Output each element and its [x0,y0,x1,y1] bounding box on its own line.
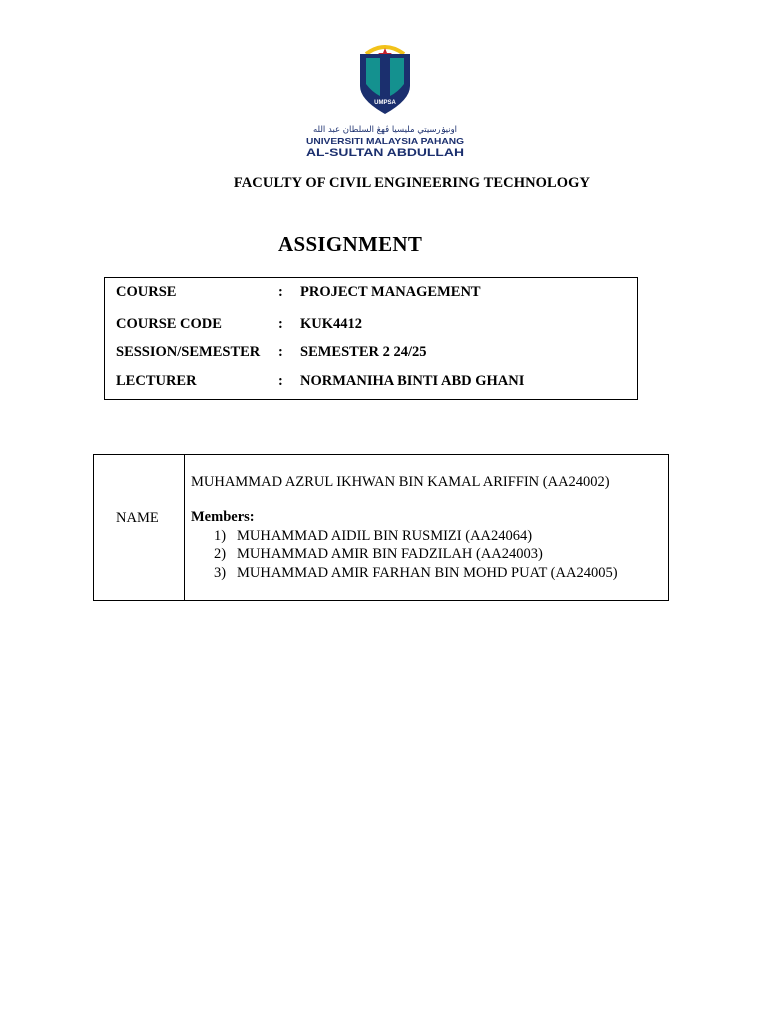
logo-line-1: UNIVERSITI MALAYSIA PAHANG [306,136,465,146]
member-name: MUHAMMAD AMIR BIN FADZILAH (AA24003) [237,546,543,562]
session-sep: : [278,344,283,360]
course-row [105,284,637,304]
leader-name: MUHAMMAD AZRUL IKHWAN BIN KAMAL ARIFFIN (AA24002) [191,474,610,490]
course-key: COURSE [116,284,177,300]
table-divider [184,455,185,600]
svg-text:UMPSA: UMPSA [374,100,396,106]
session-value: SEMESTER 2 24/25 [300,344,427,360]
lecturer-key: LECTURER [116,373,197,389]
course-info-table [104,277,638,400]
university-logo [300,40,470,162]
course-sep: : [278,284,283,300]
member-number: 2) [214,546,227,562]
name-label: NAME [116,510,159,526]
member-number: 1) [214,528,227,544]
faculty-heading: FACULTY OF CIVIL ENGINEERING TECHNOLOGY [233,175,591,191]
names-table [93,454,669,601]
document-title: ASSIGNMENT [278,232,423,256]
session-key: SESSION/SEMESTER [116,344,261,360]
course-code-sep: : [278,316,283,332]
lecturer-sep: : [278,373,283,389]
session-row [105,344,637,364]
member-name: MUHAMMAD AMIR FARHAN BIN MOHD PUAT (AA24005) [237,565,618,581]
member-item [214,546,543,563]
members-label: Members: [191,509,255,525]
logo-line-2: AL-SULTAN ABDULLAH [306,147,465,159]
lecturer-row [105,373,637,393]
course-code-value: KUK4412 [300,316,363,332]
university-crest-icon [300,40,470,162]
logo-jawi-text: اونيۏرسيتي مليسيا ڤهڠ السلطان عبد الله [312,125,458,135]
member-number: 3) [214,565,227,581]
course-code-key: COURSE CODE [116,316,222,332]
course-code-row [105,316,637,336]
member-item [214,528,532,545]
course-value: PROJECT MANAGEMENT [300,284,481,300]
member-item [214,565,618,582]
member-name: MUHAMMAD AIDIL BIN RUSMIZI (AA24064) [237,528,533,544]
lecturer-value: NORMANIHA BINTI ABD GHANI [300,373,525,389]
